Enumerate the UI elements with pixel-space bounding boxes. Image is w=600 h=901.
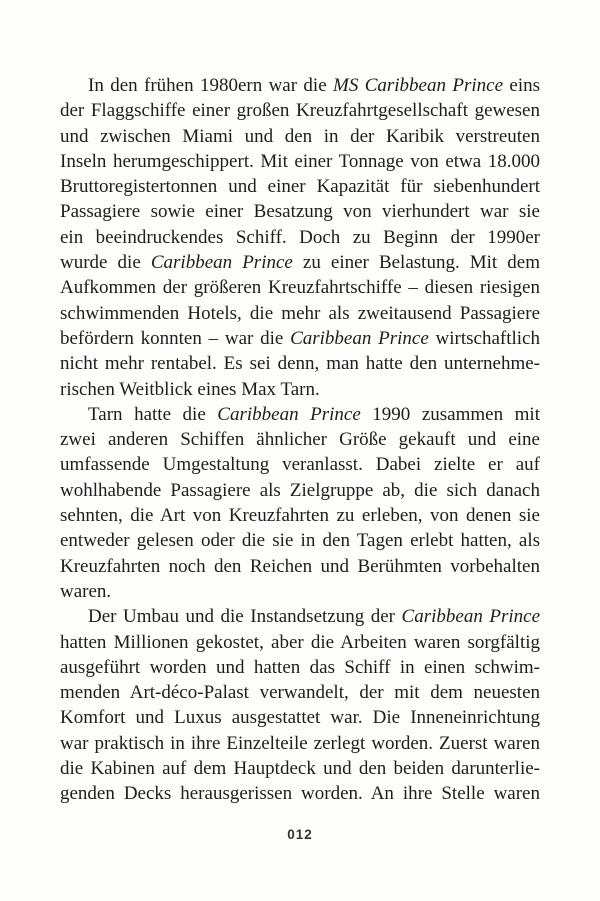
text-line xyxy=(60,503,540,528)
text-segment: Kreuzfahrten noch den Reichen und Berühmten vorbehalten xyxy=(60,555,540,577)
text-segment: und zwischen Miami und den in der Karibik verstreuten xyxy=(60,125,540,147)
text-line xyxy=(60,351,540,376)
page-number: 012 xyxy=(287,827,313,842)
text-line xyxy=(60,705,540,730)
text-segment: Der Umbau und die Instandsetzung der xyxy=(88,606,402,628)
text-segment: war praktisch in ihre Einzelteile zerlegt worden. Zuerst waren xyxy=(60,732,540,754)
text-line xyxy=(60,630,540,655)
text-segment: zwei anderen Schiffen ähnlicher Größe gekauft und eine xyxy=(60,429,540,451)
text-segment: menden Art-déco-Palast verwandelt, der mit dem neuesten xyxy=(60,682,540,704)
text-segment: Tarn hatte die xyxy=(88,403,218,425)
text-segment: sehnten, die Art von Kreuzfahrten zu erleben, von denen sie xyxy=(60,505,540,527)
text-line xyxy=(60,655,540,680)
text-segment: eins xyxy=(503,75,540,96)
text-line xyxy=(60,174,540,199)
text-line xyxy=(60,680,540,705)
text-line xyxy=(60,452,540,477)
text-line xyxy=(60,579,540,604)
text-segment: Komfort und Luxus ausgestattet war. Die Inneneinrichtung xyxy=(60,707,540,729)
text-line xyxy=(60,731,540,756)
text-line xyxy=(60,377,540,402)
text-segment: Passagiere sowie einer Besatzung von vierhundert war sie xyxy=(60,201,540,223)
text-segment: Aufkommen der größeren Kreuzfahrtschiffe – diesen riesigen xyxy=(60,277,540,299)
text-line xyxy=(60,301,540,326)
text-line xyxy=(60,149,540,174)
text-segment: zu einer Belastung. Mit dem xyxy=(292,252,540,274)
text-segment: rischen Weitblick eines Max Tarn. xyxy=(60,378,320,400)
ship-name-italic: Caribbean Prince xyxy=(150,252,293,274)
ship-name-italic: Caribbean Prince xyxy=(401,606,540,628)
text-segment: ein beeindruckendes Schiff. Doch zu Beginn der 1990er xyxy=(60,226,540,248)
text-segment: Bruttoregistertonnen und einer Kapazität für siebenhundert xyxy=(60,176,540,198)
text-line xyxy=(60,478,540,503)
text-segment: der Flaggschiffe einer großen Kreuzfahrtgesellschaft gewesen xyxy=(60,100,540,122)
text-line xyxy=(60,250,540,275)
text-segment: befördern konnten – war die xyxy=(60,327,291,349)
paragraph-1 xyxy=(60,73,540,402)
text-line xyxy=(60,326,540,351)
text-line xyxy=(60,554,540,579)
text-line xyxy=(60,73,540,98)
text-line xyxy=(60,427,540,452)
text-segment: Inseln herumgeschippert. Mit einer Tonnage von etwa 18.000 xyxy=(60,150,540,172)
text-segment: hatten Millionen gekostet, aber die Arbeiten waren sorgfältig xyxy=(60,631,540,653)
paragraph-2 xyxy=(60,402,540,604)
text-line xyxy=(60,756,540,781)
text-segment: nicht mehr rentabel. Es sei denn, man hatte den unternehme- xyxy=(60,353,540,375)
text-line xyxy=(60,781,540,806)
text-segment: umfassende Umgestaltung veranlasst. Dabei zielte er auf xyxy=(60,454,540,476)
ship-name-italic: MS Caribbean Prince xyxy=(333,75,504,96)
text-segment: die Kabinen auf dem Hauptdeck und den beiden darunterlie- xyxy=(60,758,540,780)
text-line xyxy=(60,604,540,629)
text-line xyxy=(60,124,540,149)
page-text xyxy=(60,73,540,807)
text-segment: entweder gelesen oder die sie in den Tagen erlebt hatten, als xyxy=(60,530,540,552)
page-footer xyxy=(0,826,600,844)
text-segment: wurde die xyxy=(60,252,151,274)
text-segment: ausgeführt worden und hatten das Schiff in einen schwim- xyxy=(60,656,540,678)
text-line xyxy=(60,98,540,123)
text-segment: wohlhabende Passagiere als Zielgruppe ab, die sich danach xyxy=(60,479,540,501)
text-line xyxy=(60,528,540,553)
ship-name-italic: Caribbean Prince xyxy=(290,327,429,349)
text-segment: waren. xyxy=(60,580,112,602)
text-line xyxy=(60,402,540,427)
text-segment: genden Decks herausgerissen worden. An ihre Stelle waren xyxy=(60,783,540,805)
ship-name-italic: Caribbean Prince xyxy=(217,403,361,425)
paragraph-3 xyxy=(60,604,540,806)
text-line xyxy=(60,199,540,224)
text-segment: wirtschaftlich xyxy=(428,327,540,349)
text-line xyxy=(60,225,540,250)
text-segment: 1990 zusammen mit xyxy=(360,403,540,425)
text-segment: In den frühen 1980ern war die xyxy=(88,75,334,96)
text-line xyxy=(60,275,540,300)
text-segment: schwimmenden Hotels, die mehr als zweitausend Passagiere xyxy=(60,302,540,324)
